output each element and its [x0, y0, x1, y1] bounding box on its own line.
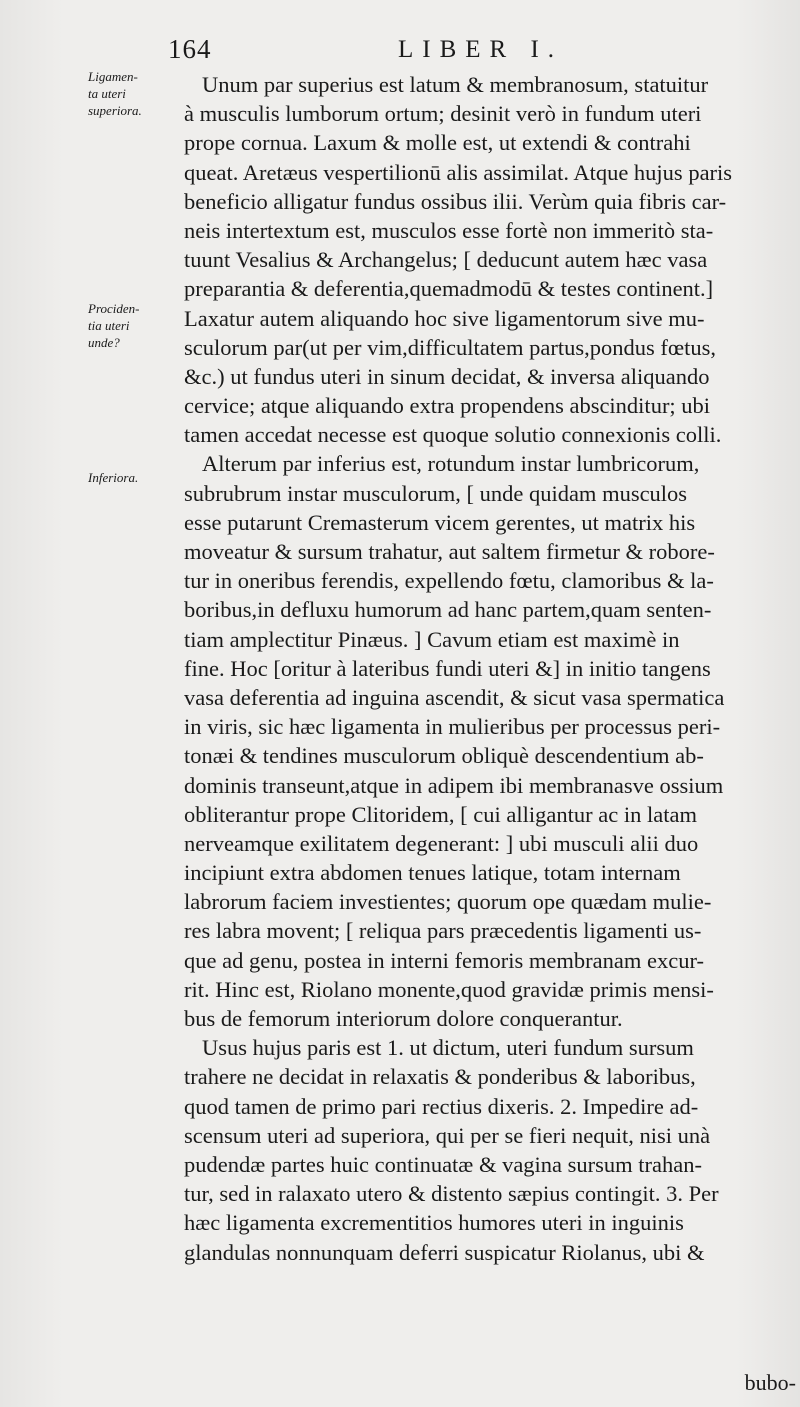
- text-line: Usus hujus paris est 1. ut dictum, uteri fundum sursum: [202, 1035, 694, 1061]
- text-line: sculorum par(ut per vim,difficultatem partus,pondus fœtus,: [184, 334, 716, 360]
- text-line: beneficio alligatur fundus ossibus ilii. Verùm quia fibris car-: [184, 188, 727, 214]
- text-line: subrubrum instar musculorum, [ unde quidam musculos: [184, 480, 688, 506]
- text-line: cervice; atque aliquando extra propendens abscinditur; ubi: [184, 393, 711, 419]
- text-line: tur, sed in ralaxato utero & distento sæpius contingit. 3. Per: [184, 1181, 719, 1207]
- text-line: bus de femorum interiorum dolore conquerantur.: [184, 1006, 623, 1031]
- text-line: obliterantur prope Clitoridem, [ cui alligantur ac in latam: [184, 801, 697, 827]
- text-line: tuunt Vesalius & Archangelus; [ deducunt autem hæc vasa: [184, 247, 708, 273]
- text-line: pudendæ partes huic continuatæ & vagina sursum trahan-: [184, 1151, 703, 1177]
- catchword: bubo-: [744, 1370, 796, 1395]
- text-line: esse putarunt Cremasterum vicem gerentes, ut matrix his: [184, 509, 696, 535]
- text-line: à musculis lumborum ortum; desinit verò in fundum uteri: [184, 101, 702, 127]
- text-line: fine. Hoc [oritur à lateribus fundi uteri &] in initio tangens: [184, 655, 711, 681]
- margin-note: Prociden- tia uteri unde?: [88, 301, 140, 350]
- text-line: tiam amplectitur Pinæus. ] Cavum etiam est maximè in: [184, 626, 680, 652]
- text-line: boribus,in defluxu humorum ad hanc partem,quam senten-: [184, 597, 712, 623]
- text-line: vasa deferentia ad inguina ascendit, & sicut vasa spermatica: [184, 684, 725, 710]
- text-line: tamen accedat necesse est quoque solutio connexionis colli.: [184, 422, 722, 448]
- text-line: moveatur & sursum trahatur, aut saltem firmetur & robore-: [184, 539, 715, 564]
- running-title: LIBER I.: [398, 36, 564, 63]
- text-line: Unum par superius est latum & membranosum, statuitur: [202, 72, 709, 97]
- margin-note: Inferiora.: [88, 470, 139, 485]
- text-line: glandulas nonnunquam deferri suspicatur Riolanus, ubi &: [184, 1239, 705, 1265]
- text-line: Alterum par inferius est, rotundum instar lumbricorum,: [202, 451, 700, 477]
- text-line: dominis transeunt,atque in adipem ibi membranasve ossium: [184, 772, 724, 798]
- text-line: labrorum faciem investientes; quorum ope quædam mulie-: [184, 889, 712, 915]
- margin-note: Ligamen- ta uteri superiora.: [88, 69, 142, 118]
- page-header: [168, 34, 778, 74]
- text-line: preparantia & deferentia,quemadmodū & testes continent.]: [184, 276, 714, 302]
- text-line: incipiunt extra abdomen tenues latique, totam internam: [184, 860, 681, 886]
- text-line: &c.) ut fundus uteri in sinum decidat, & inversa aliquando: [184, 363, 710, 389]
- body-text: [184, 70, 796, 1267]
- text-line: queat. Aretæus vespertilionū alis assimilat. Atque hujus paris: [184, 159, 733, 185]
- text-line: que ad genu, postea in interni femoris membranam excur-: [184, 947, 704, 973]
- text-line: tonæi & tendines musculorum obliquè descendentium ab-: [184, 743, 704, 769]
- page-number: 164: [168, 34, 212, 64]
- text-line: tur in oneribus ferendis, expellendo fœtu, clamoribus & la-: [184, 568, 714, 594]
- text-line: rit. Hinc est, Riolano monente,quod gravidæ primis mensi-: [184, 976, 714, 1002]
- text-line: nerveamque exilitatem degenerant: ] ubi musculi alii duo: [184, 830, 699, 856]
- text-line: in viris, sic hæc ligamenta in mulieribus per processus peri-: [184, 714, 721, 740]
- text-line: Laxatur autem aliquando hoc sive ligamentorum sive mu-: [184, 305, 705, 331]
- text-line: res labra movent; [ reliqua pars præcedentis ligamenti us-: [184, 918, 702, 944]
- text-line: hæc ligamenta excrementitios humores uteri in inguinis: [184, 1210, 684, 1236]
- text-line: quod tamen de primo pari rectius dixeris. 2. Impedire ad-: [184, 1093, 699, 1119]
- text-line: prope cornua. Laxum & molle est, ut extendi & contrahi: [184, 130, 691, 156]
- text-line: scensum uteri ad superiora, qui per se fieri nequit, nisi unà: [184, 1122, 711, 1148]
- text-line: neis intertextum est, musculos esse fortè non immeritò sta-: [184, 217, 714, 243]
- text-line: trahere ne decidat in relaxatis & ponderibus & laboribus,: [184, 1064, 696, 1090]
